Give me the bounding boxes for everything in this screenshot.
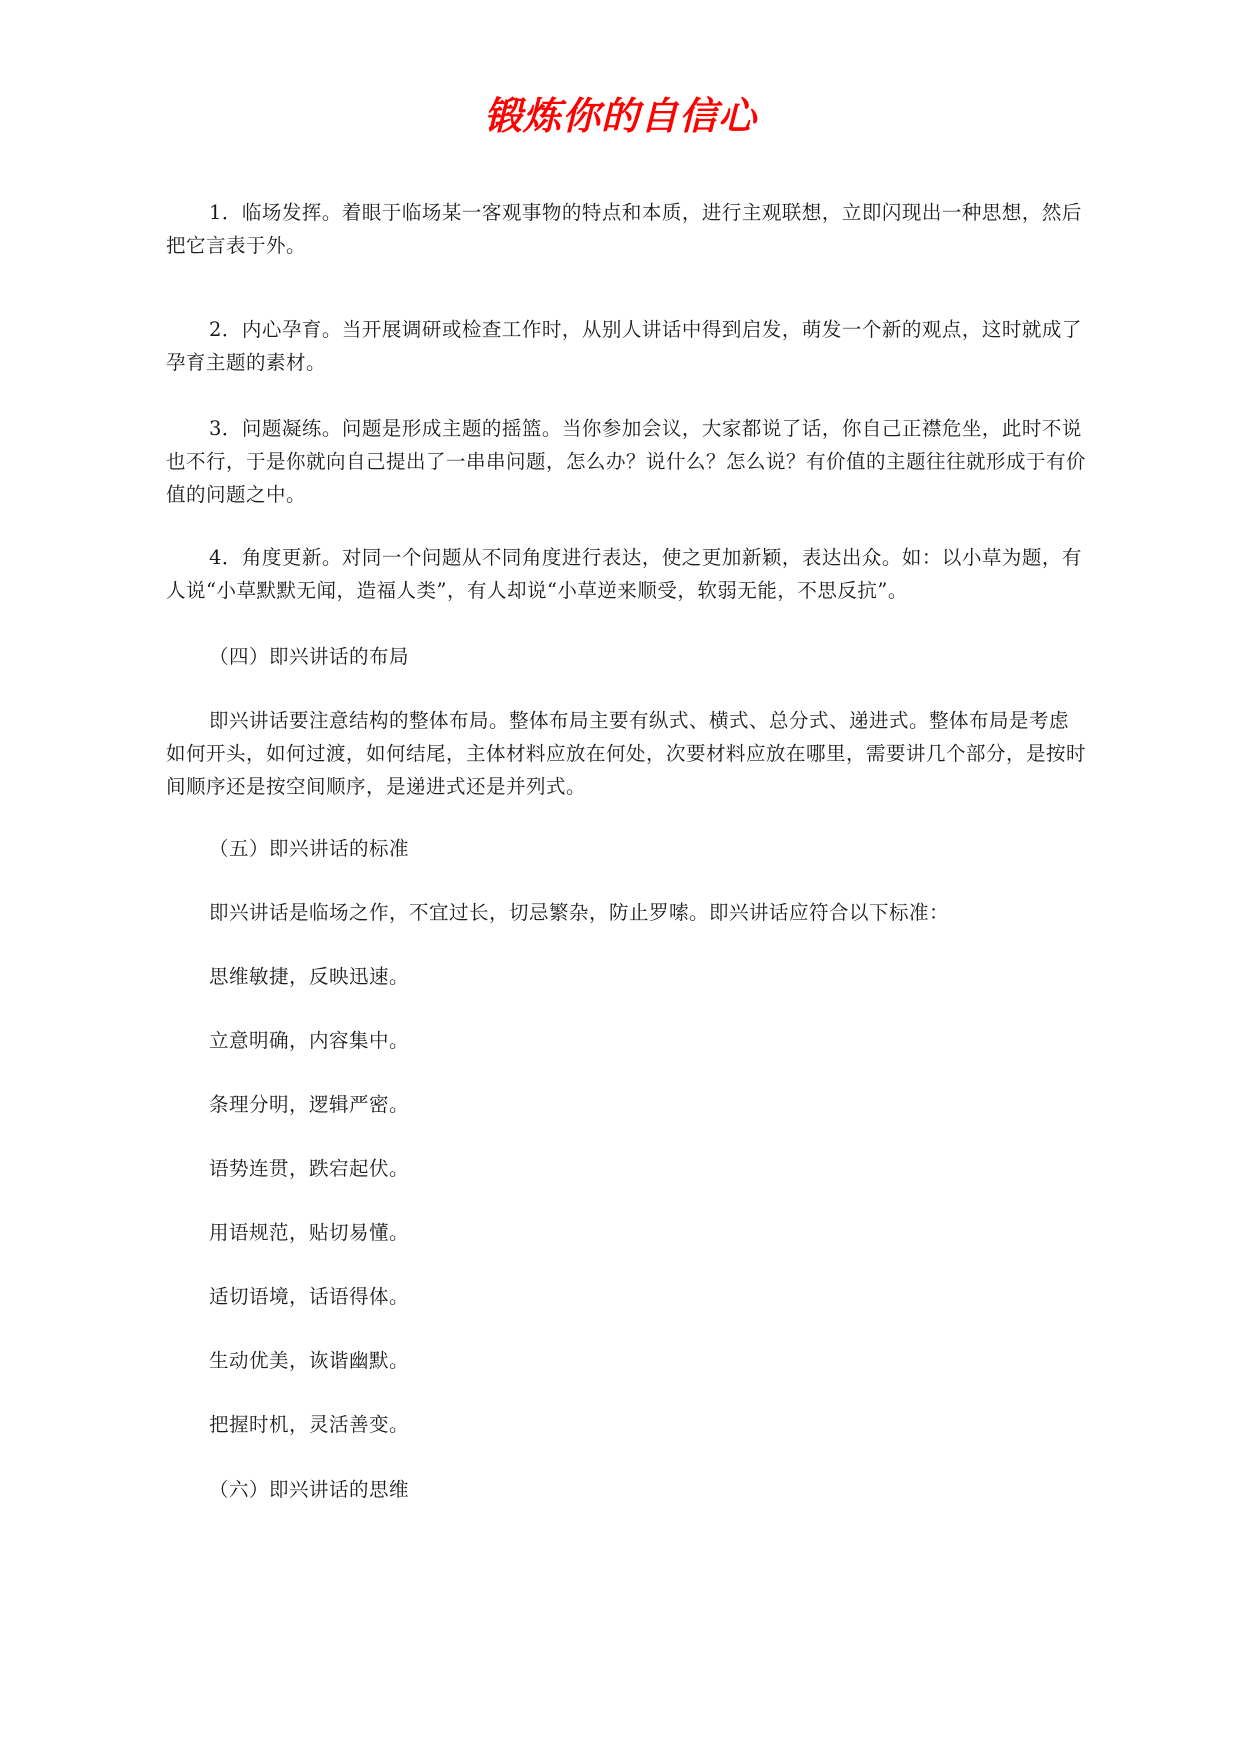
paragraph-1-block — [166, 196, 1086, 262]
paragraph-2: 2．内心孕育。当开展调研或检查工作时，从别人讲话中得到启发，萌发一个新的观点，这时就成了孕育主题的素材。 — [166, 318, 1082, 374]
standards-intro: 即兴讲话是临场之作，不宜过长，切忌繁杂，防止罗嗦。即兴讲话应符合以下标准： — [209, 901, 950, 924]
section-heading-4: （四）即兴讲话的布局 — [209, 645, 410, 668]
paragraph-4-block — [166, 541, 1086, 607]
standard-item: 条理分明，逻辑严密。 — [209, 1093, 410, 1116]
standard-item: 用语规范，贴切易懂。 — [209, 1221, 410, 1244]
standard-item: 把握时机，灵活善变。 — [209, 1413, 410, 1436]
document-title: 锻炼你的自信心 — [483, 94, 757, 138]
paragraph-2-block — [166, 313, 1086, 379]
section-heading-6: （六）即兴讲话的思维 — [209, 1478, 410, 1501]
paragraph-1: 1．临场发挥。着眼于临场某一客观事物的特点和本质，进行主观联想，立即闪现出一种思想，然后把它言表于外。 — [166, 201, 1082, 257]
standard-item: 思维敏捷，反映迅速。 — [209, 965, 410, 988]
standard-item: 生动优美，诙谐幽默。 — [209, 1349, 410, 1372]
standard-item: 语势连贯，跌宕起伏。 — [209, 1157, 410, 1180]
paragraph-3-block — [166, 412, 1086, 511]
paragraph-3: 3．问题凝练。问题是形成主题的摇篮。当你参加会议，大家都说了话，你自己正襟危坐，此时不说也不行，于是你就向自己提出了一串串问题，怎么办？说什么？怎么说？有价值的主题往往就形成于有价值的问题之中。 — [166, 417, 1087, 506]
standard-item: 适切语境，话语得体。 — [209, 1285, 410, 1308]
layout-paragraph-block — [166, 704, 1086, 803]
standard-item: 立意明确，内容集中。 — [209, 1029, 410, 1052]
layout-paragraph: 即兴讲话要注意结构的整体布局。整体布局主要有纵式、横式、总分式、递进式。整体布局是考虑如何开头，如何过渡，如何结尾，主体材料应放在何处，次要材料应放在哪里，需要讲几个部分，是按时间顺序还是按空间顺序，是递进式还是并列式。 — [166, 709, 1087, 798]
paragraph-4: 4．角度更新。对同一个问题从不同角度进行表达，使之更加新颖，表达出众。如：以小草为题，有人说“小草默默无闻，造福人类”，有人却说“小草逆来顺受，软弱无能，不思反抗”。 — [166, 546, 1082, 602]
section-heading-5: （五）即兴讲话的标准 — [209, 837, 410, 860]
